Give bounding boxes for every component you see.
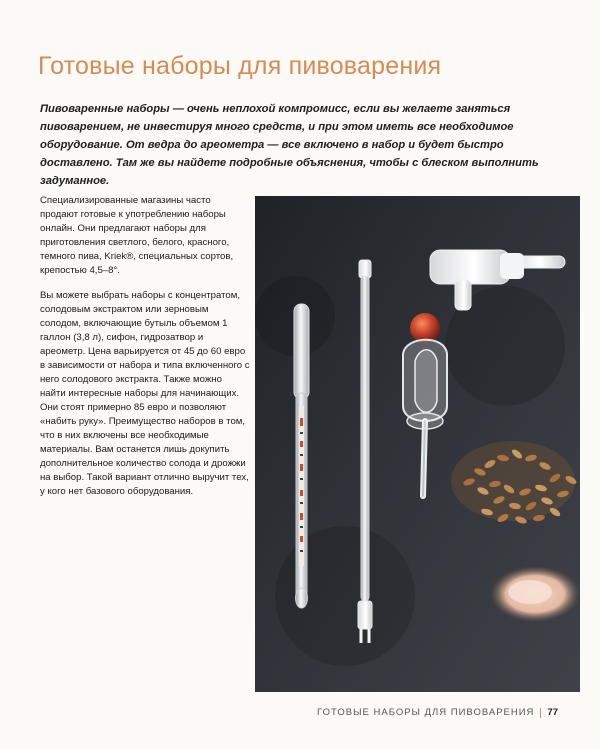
brewing-kit-photo [255,196,580,692]
hydrometer [294,304,309,608]
body-paragraph-1: Специализированные магазины часто продают готовые к употреблению наборы онлайн. Они предлагают наборы для приготовления светлого, белого, красного, темного пива, Kriek®, специальных сортов, крепостью 4,5–8°. [40,195,234,276]
page-number: 77 [547,707,558,718]
footer-section-label: ГОТОВЫЕ НАБОРЫ ДЛЯ ПИВОВАРЕНИЯ [317,707,535,718]
footer-divider [540,708,541,718]
yeast-powder [490,566,580,622]
body-paragraph-2: Вы можете выбрать наборы с концентратом, солодовым экстрактом или зерновым солодом, включающие бутыль объемом 1 галлон (3,8 л), сифон, гидрозатвор и ареометр. Цена варьируется от 45 до 60 евро в зависимости от набора и типа включенного с него солодового экстракта. Также можно найти интересные наборы для начинающих. Они стоят примерно 85 евро и позволяют «набить руку». Преимущество наборов в том, что в них включены все необходимые материалы. Вам останется лишь докупить дополнительное количество солода и дрожжи на выбор. Такой вариант отлично выручит тех, у кого нет базового оборудования. [40,290,250,497]
page-title: Готовые наборы для пивоварения [38,52,442,80]
photo-illustration [255,196,580,692]
page-footer [317,707,558,718]
intro-paragraph: Пивоваренные наборы — очень неплохой компромисс, если вы желаете заняться пивоварением, не инвестируя много средств, и при этом иметь все необходимое оборудование. От ведра до ареометра — все включено в набор и будет быстро доставлено. Там же вы найдете подробные объяснения, чтобы с блеском выполнить задуманное. [40,103,539,187]
